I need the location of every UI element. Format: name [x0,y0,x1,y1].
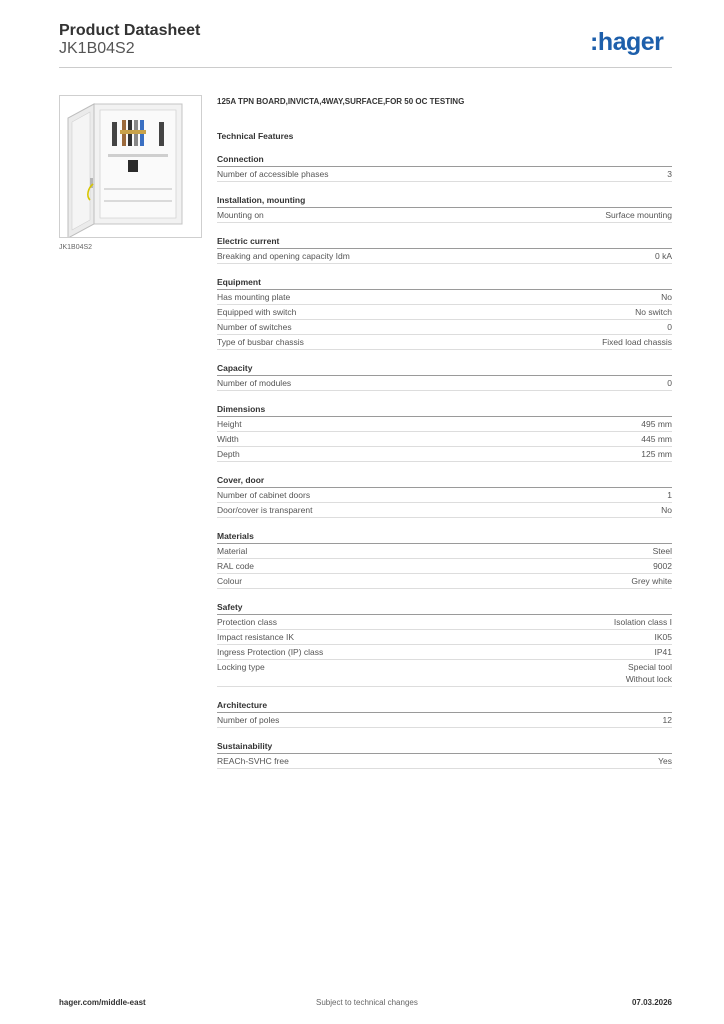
spec-value: No [661,505,672,515]
group-title: Materials [217,530,672,544]
spec-group-safety [217,601,672,687]
group-title: Architecture [217,699,672,713]
spec-group-connection [217,153,672,182]
spec-label: Impact resistance IK [217,632,295,642]
spec-row [217,432,672,447]
spec-group-materials [217,530,672,589]
spec-row [217,249,672,264]
spec-label: Colour [217,576,243,586]
group-title: Capacity [217,362,672,376]
footer-website-link[interactable]: hager.com/middle-east [59,998,146,1007]
spec-label: Locking type [217,662,265,672]
spec-group-dimensions [217,403,672,462]
spec-label: Equipped with switch [217,307,297,317]
spec-row [217,544,672,559]
spec-value: Surface mounting [605,210,672,220]
product-image [59,95,202,238]
group-title: Connection [217,153,672,167]
spec-group-installation [217,194,672,223]
distribution-board-illustration [60,96,201,237]
spec-label: Breaking and opening capacity Idm [217,251,350,261]
spec-label: Height [217,419,242,429]
spec-value: IP41 [654,647,672,657]
spec-group-cover-door [217,474,672,518]
spec-value: 445 mm [641,434,672,444]
spec-value: Isolation class I [613,617,672,627]
spec-group-sustainability [217,740,672,769]
header-divider [59,67,672,68]
spec-value: 495 mm [641,419,672,429]
spec-value: 1 [667,490,672,500]
spec-value: 0 [667,378,672,388]
spec-row [217,630,672,645]
image-caption: JK1B04S2 [59,244,93,251]
spec-label: Protection class [217,617,277,627]
group-title: Equipment [217,276,672,290]
spec-value: 0 kA [654,251,672,261]
spec-value: 125 mm [641,449,672,459]
spec-label: Number of accessible phases [217,169,329,179]
spec-row [217,320,672,335]
spec-row [217,305,672,320]
spec-group-electric-current [217,235,672,264]
spec-row [217,660,672,687]
spec-label: RAL code [217,561,255,571]
spec-row [217,167,672,182]
spec-label: Number of cabinet doors [217,490,311,500]
group-title: Dimensions [217,403,672,417]
spec-label: Has mounting plate [217,292,291,302]
spec-value: 3 [667,169,672,179]
group-title: Installation, mounting [217,194,672,208]
specs-content [217,96,672,781]
spec-value: 9002 [653,561,672,571]
technical-features-heading: Technical Features [217,131,294,141]
spec-label: Number of switches [217,322,292,332]
spec-row [217,488,672,503]
spec-label: Door/cover is transparent [217,505,313,515]
spec-row [217,754,672,769]
spec-row [217,290,672,305]
footer-note: Subject to technical changes [316,998,418,1007]
spec-group-capacity [217,362,672,391]
spec-value: 0 [667,322,672,332]
product-code: JK1B04S2 [59,40,135,57]
spec-row [217,503,672,518]
group-title: Sustainability [217,740,672,754]
spec-row [217,713,672,728]
spec-label: Type of busbar chassis [217,337,304,347]
spec-value: Fixed load chassis [602,337,672,347]
spec-row [217,335,672,350]
spec-row [217,417,672,432]
group-title: Electric current [217,235,672,249]
spec-value: IK05 [654,632,672,642]
spec-row [217,645,672,660]
spec-value: Grey white [631,576,672,586]
spec-value: Special tool Without lock [625,662,672,684]
header-title: Product Datasheet [59,22,201,39]
spec-value: No switch [635,307,672,317]
spec-row [217,447,672,462]
spec-group-architecture [217,699,672,728]
spec-row [217,208,672,223]
spec-row [217,559,672,574]
spec-value: 12 [662,715,672,725]
hager-logo[interactable]: :hager [590,28,664,56]
spec-value: Yes [658,756,672,766]
spec-row [217,615,672,630]
spec-label: Number of poles [217,715,280,725]
spec-label: Ingress Protection (IP) class [217,647,324,657]
spec-label: Mounting on [217,210,264,220]
spec-row [217,376,672,391]
spec-label: Width [217,434,239,444]
group-title: Safety [217,601,672,615]
footer-date: 07.03.2026 [631,998,672,1007]
spec-value: No [661,292,672,302]
spec-row [217,574,672,589]
product-description: 125A TPN BOARD,INVICTA,4WAY,SURFACE,FOR 50 OC TESTING [217,97,465,106]
spec-label: REACh-SVHC free [217,756,289,766]
spec-label: Depth [217,449,240,459]
spec-label: Number of modules [217,378,292,388]
spec-group-equipment [217,276,672,350]
group-title: Cover, door [217,474,672,488]
spec-value: Steel [652,546,672,556]
spec-label: Material [217,546,248,556]
